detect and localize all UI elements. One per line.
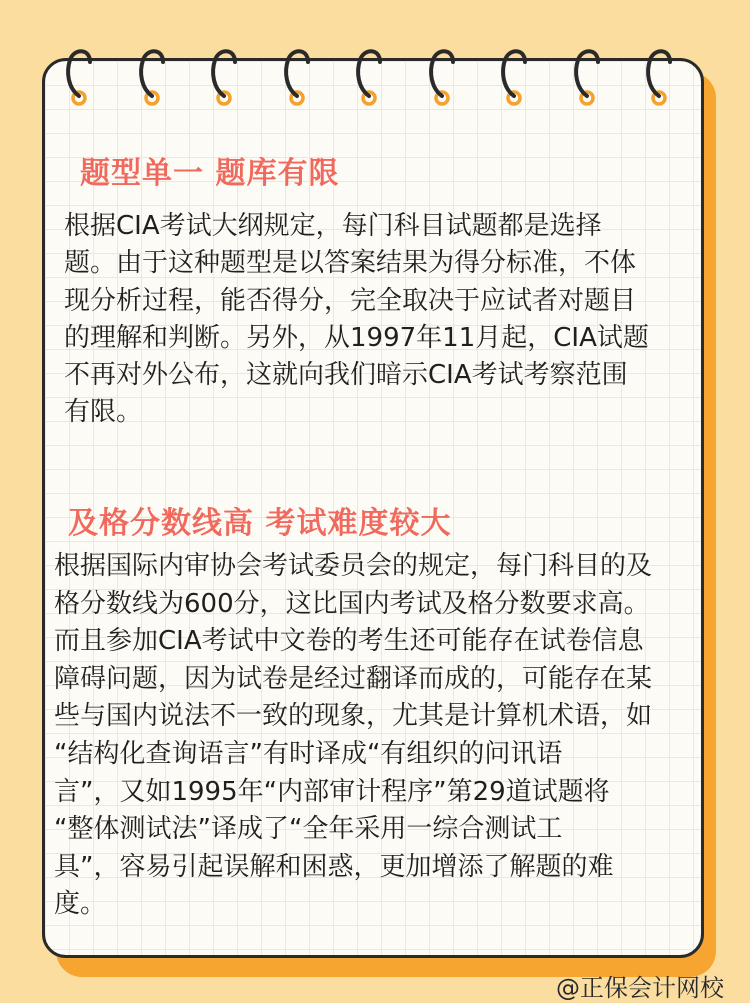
section-paragraph-1 bbox=[64, 208, 649, 432]
section-heading-2: 及格分数线高 考试难度较大 bbox=[68, 506, 452, 541]
watermark-footer: @正保会计网校 bbox=[556, 974, 724, 1002]
paragraph-line: 障碍问题，因为试卷是经过翻译而成的，可能存在某 bbox=[54, 663, 653, 694]
paragraph-line: 题。由于这种题型是以答案结果为得分标准，不体 bbox=[64, 248, 637, 279]
section-heading-1: 题型单一 题库有限 bbox=[80, 156, 340, 191]
paragraph-line: 具”，容易引起误解和困惑，更加增添了解题的难 bbox=[54, 851, 614, 882]
paragraph-line: 格分数线为600分，这比国内考试及格分数要求高。 bbox=[54, 588, 650, 619]
paragraph-line: “整体测试法”译成了“全年采用一综合测试工 bbox=[54, 814, 563, 845]
paragraph-line: 言”，又如1995年“内部审计程序”第29道试题将 bbox=[54, 776, 610, 807]
paragraph-line: “结构化查询语言”有时译成“有组织的问讯语 bbox=[54, 738, 563, 769]
paragraph-line: 有限。 bbox=[64, 397, 143, 428]
paragraph-line: 度。 bbox=[54, 889, 107, 920]
paragraph-line: 的理解和判断。另外，从1997年11月起，CIA试题 bbox=[64, 322, 649, 353]
paragraph-line: 些与国内说法不一致的现象，尤其是计算机术语，如 bbox=[54, 701, 653, 732]
paragraph-line: 根据CIA考试大纲规定，每门科目试题都是选择 bbox=[64, 211, 602, 241]
section-paragraph-2 bbox=[54, 548, 652, 924]
paragraph-line: 根据国际内审协会考试委员会的规定，每门科目的及 bbox=[54, 551, 653, 581]
paragraph-line: 现分析过程，能否得分，完全取决于应试者对题目 bbox=[64, 285, 637, 316]
paragraph-line: 不再对外公布，这就向我们暗示CIA考试考察范围 bbox=[64, 360, 628, 391]
paragraph-line: 而且参加CIA考试中文卷的考生还可能存在试卷信息 bbox=[54, 626, 644, 657]
